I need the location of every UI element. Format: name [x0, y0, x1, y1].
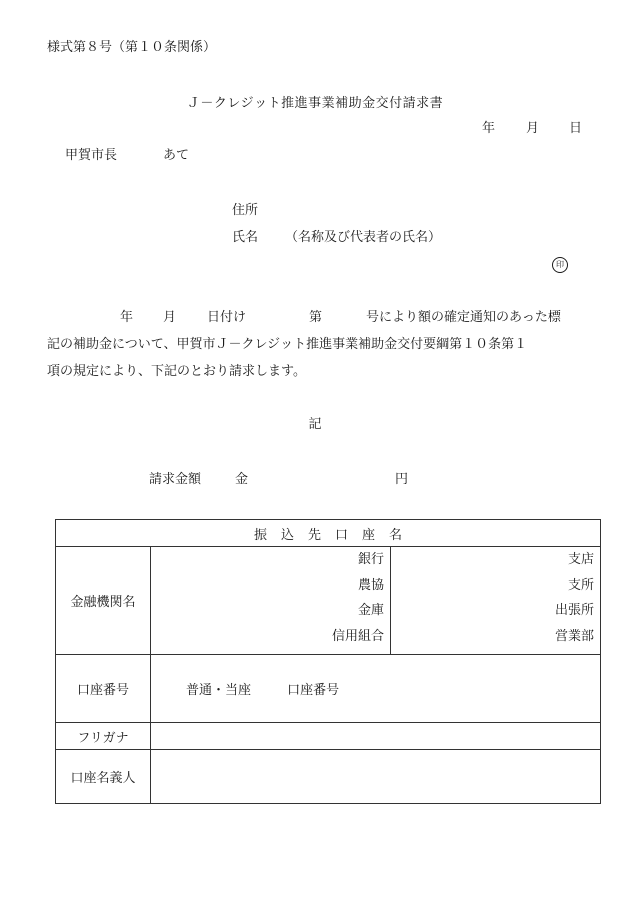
institution-type-cell[interactable] [151, 547, 391, 655]
institution-type: 金庫 [357, 603, 384, 618]
account-number-inner-label: 口座番号 [287, 683, 340, 698]
amount-unit: 円 [395, 472, 409, 487]
institution-label: 金融機関名 [56, 547, 151, 655]
addressee-suffix: あて [163, 148, 190, 163]
branch-type-cell[interactable] [391, 547, 601, 655]
account-holder-field[interactable] [151, 750, 601, 804]
furigana-field[interactable] [151, 723, 601, 750]
institution-type: 信用組合 [331, 628, 384, 644]
name-label: 氏名 [232, 230, 259, 245]
account-number-label: 口座番号 [56, 655, 151, 723]
date-year: 年 [482, 121, 496, 136]
body-dated: 日付け [207, 310, 247, 325]
account-number-cell[interactable] [151, 655, 601, 723]
branch-type: 営業部 [554, 628, 594, 644]
account-holder-label: 口座名義人 [56, 750, 151, 804]
date-month: 月 [526, 121, 540, 136]
date-day: 日 [569, 121, 583, 136]
account-type: 普通・当座 [186, 683, 252, 698]
body-line1-rest: 号により額の確定通知のあった標 [366, 310, 561, 325]
addressee-name: 甲賀市長 [65, 148, 118, 163]
body-line2: 記の補助金について、甲賀市Ｊ－クレジット推進事業補助金交付要綱第１０条第１ [47, 337, 528, 352]
name-note: （名称及び代表者の氏名） [285, 230, 442, 245]
branch-type: 支所 [567, 577, 594, 593]
body-line3: 項の規定により、下記のとおり請求します。 [47, 364, 306, 379]
branch-type: 支店 [567, 552, 594, 567]
amount-label: 請求金額 [149, 472, 202, 487]
address-label: 住所 [232, 203, 259, 218]
body-month: 月 [163, 310, 177, 325]
form-number: 様式第８号（第１０条関係） [47, 40, 217, 55]
bank-account-table [55, 519, 601, 804]
institution-type: 銀行 [357, 552, 384, 567]
amount-prefix: 金 [235, 472, 249, 487]
document-title: Ｊ－クレジット推進事業補助金交付請求書 [186, 96, 444, 111]
institution-type: 農協 [357, 577, 384, 593]
ki-heading: 記 [308, 417, 322, 432]
branch-type: 出張所 [554, 603, 594, 618]
seal-mark: 印 [552, 257, 568, 273]
table-header: 振込先口座名 [56, 520, 601, 547]
furigana-label: フリガナ [56, 723, 151, 750]
body-year: 年 [120, 310, 134, 325]
body-dai: 第 [309, 310, 323, 325]
